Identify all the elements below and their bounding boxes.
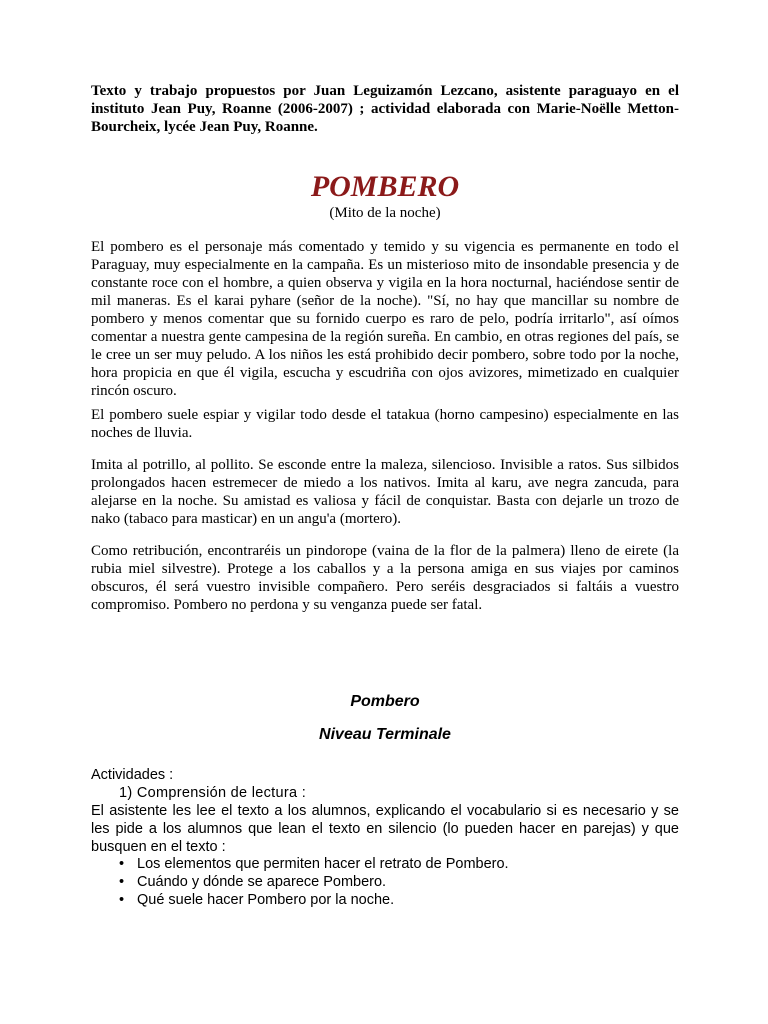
activities-label: Actividades :: [91, 767, 174, 783]
story-paragraph-4: Como retribución, encontraréis un pindorope (vaina de la flor de la palmera) lleno de eirete (la rubia miel silvestre). Protege a los caballos y a la persona amiga en sus viajes por caminos obscuros, él será vuestro invisible compañero. Pero seréis desgraciados si faltáis a vuestro compromiso. Pombero no perdona y su venganza puede ser fatal.: [91, 543, 679, 613]
intro-credits: Texto y trabajo propuestos por Juan Leguizamón Lezcano, asistente paraguayo en el instituto Jean Puy, Roanne (2006-2007) ; actividad elaborada con Marie-Noëlle Metton-Bourcheix, lycée Jean Puy, Roanne.: [91, 83, 679, 135]
bullet-icon: •: [119, 874, 125, 890]
activity-level: Niveau Terminale: [319, 726, 451, 743]
task-list: [91, 855, 679, 909]
activity-instructions: El asistente les lee el texto a los alumnos, explicando el vocabulario si es necesario y se les pide a los alumnos que lean el texto en silencio (lo pueden hacer en parejas) y que busquen en el texto :: [91, 803, 679, 855]
page-title: POMBERO: [310, 170, 460, 203]
list-item: [91, 891, 679, 909]
list-item-text: Los elementos que permiten hacer el retrato de Pombero.: [137, 856, 509, 872]
page-subtitle: (Mito de la noche): [329, 205, 441, 221]
list-item: [91, 873, 679, 891]
list-item-text: Qué suele hacer Pombero por la noche.: [137, 892, 395, 908]
list-item: [91, 855, 679, 873]
story-paragraph-3: Imita al potrillo, al pollito. Se esconde entre la maleza, silencioso. Invisible a ratos. Sus silbidos prolongados hacen estremecer de miedo a los nativos. Imita al karu, ave negra zancuda, para alejarse en la noche. Su amistad es valiosa y fácil de conquistar. Basta con dejarle un trozo de nako (tabaco para masticar) en un angu'a (mortero).: [91, 457, 679, 527]
story-paragraph-2: El pombero suele espiar y vigilar todo desde el tatakua (horno campesino) especialmente en las noches de lluvia.: [91, 407, 679, 441]
list-item-text: Cuándo y dónde se aparece Pombero.: [137, 874, 387, 890]
bullet-icon: •: [119, 892, 125, 908]
section-heading: 1) Comprensión de lectura :: [119, 785, 307, 801]
story-paragraph-1: El pombero es el personaje más comentado y temido y su vigencia es permanente en todo el Paraguay, muy especialmente en la campaña. Es un misterioso mito de insondable presencia y de constante roce con el hombre, a quien observa y vigila en la hora nocturnal, haciéndose sentir de mil maneras. Es el karai pyhare (señor de la noche). "Sí, no hay que mancillar su nombre de pombero y menos comentar que su fornido cuerpo es raro de pelo, podría irritarlo", así oímos comentar a nuestra gente campesina de la región sureña. En cambio, en otras regiones del país, se le cree un ser muy peludo. A los niños les está prohibido decir pombero, sobre todo por la noche, hora propicia en que él vigila, escucha y escudriña con ojos avizores, mimetizado en cualquier rincón oscuro.: [91, 239, 679, 399]
bullet-icon: •: [119, 856, 125, 872]
activity-heading: Pombero: [350, 693, 420, 710]
